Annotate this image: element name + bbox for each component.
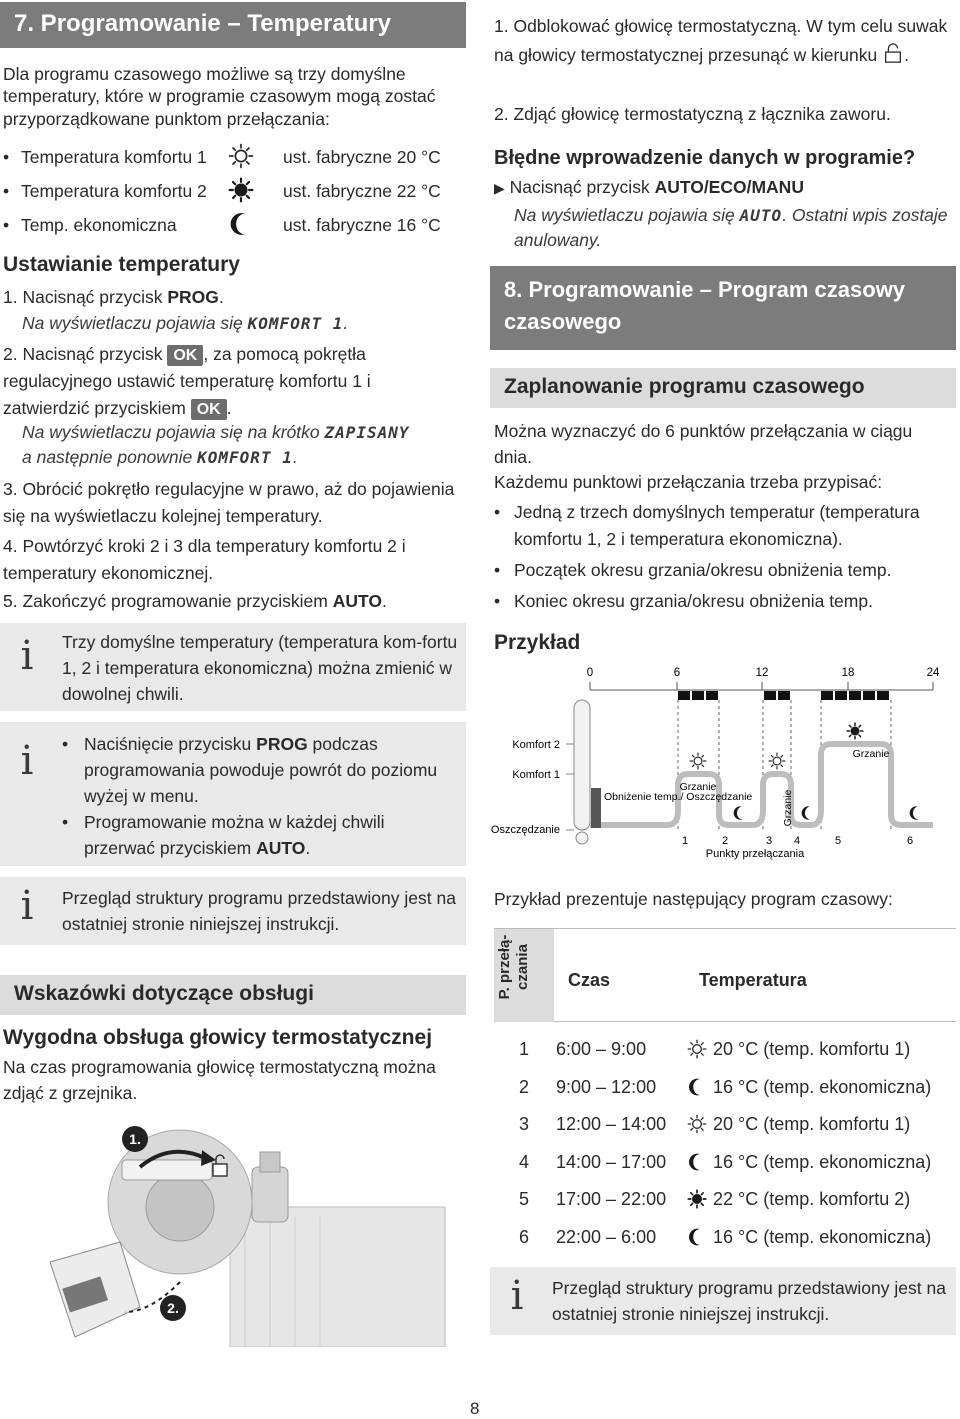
section-7-title: 7. Programowanie – Temperatury — [0, 2, 466, 48]
info-icon: i — [510, 1273, 524, 1319]
info-list — [54, 722, 466, 866]
sun-outline-icon — [228, 143, 254, 169]
info-icon: i — [20, 738, 34, 784]
temp-factory-value: ust. fabryczne 16 °C — [283, 215, 441, 235]
intro-text: Dla programu czasowego możliwe są trzy domyślne temperatury, które w programie czasowym mogą zostać przyporządkowane punktom przełączania: — [3, 64, 436, 129]
step-5: 5. Zakończyć programowanie przyciskiem AUTO. — [3, 591, 387, 611]
time-program-diagram — [490, 660, 956, 865]
step-3: 3. Obrócić pokrętło regulacyjne w prawo, aż do pojawienia się na wyświetlaczu kolejnej temperatury. — [3, 479, 455, 526]
temperature-list — [3, 146, 463, 248]
temp-label: Temperatura komfortu 1 — [21, 147, 207, 167]
plan-bullets — [494, 499, 949, 615]
comfort-text: Na czas programowania głowicę termostatyczną można zdjąć z grzejnika. — [3, 1057, 436, 1103]
unlock-icon — [882, 42, 904, 64]
level-label: Komfort 1 — [512, 769, 560, 781]
hour-label: 18 — [841, 667, 855, 679]
moon-icon — [734, 806, 743, 819]
figure-step-2-badge: 2. — [167, 1300, 179, 1316]
thermostat-removal-illustration — [30, 1112, 450, 1347]
figure-step-1-badge: 1. — [129, 1131, 141, 1147]
info-box-3 — [0, 877, 466, 945]
right-step-1: 1. Odblokować głowicę termostatyczną. W tym celu suwak na głowicy termostatycznej przesunąć w kierunku . — [494, 16, 948, 65]
temp-factory-value: ust. fabryczne 22 °C — [283, 181, 441, 201]
table-row: 4 14:00 – 17:00 16 °C (temp. ekonomiczna) — [519, 1151, 932, 1172]
level-label: Oszczędzanie — [490, 824, 560, 836]
point-number: 6 — [907, 835, 914, 847]
plan-heading: Zaplanowanie programu czasowego — [490, 368, 956, 408]
error-action: ▶ Nacisnąć przycisk AUTO/ECO/MANU — [494, 177, 804, 197]
step-2: 2. Nacisnąć przycisk OK , za pomocą pokrętła regulacyjnego ustawić temperaturę komfortu 1 i zatwierdzić przyciskiem OK . — [3, 344, 371, 418]
info-icon: i — [20, 883, 34, 929]
point-number: 1 — [682, 835, 689, 847]
temp-label: Temperatura komfortu 2 — [21, 181, 207, 201]
moon-icon — [687, 1227, 707, 1247]
info-text: Trzy domyślne temperatury (temperatura kom-fortu 1, 2 i temperatura ekonomiczna) można zmienić w dowolnej chwili. — [62, 632, 458, 704]
right-step-2: 2. Zdjąć głowicę termostatyczną z łącznika zaworu. — [494, 104, 891, 124]
plan-intro: Można wyznaczyć do 6 punktów przełączania w ciągu dnia. — [494, 421, 913, 467]
table-row: 5 17:00 – 22:00 22 °C (temp. komfortu 2) — [519, 1189, 911, 1210]
table-row: 6 22:00 – 6:00 16 °C (temp. ekonomiczna) — [519, 1226, 932, 1247]
sun-outline-icon — [687, 1114, 707, 1134]
moon-icon — [687, 1152, 707, 1172]
info-box-right — [490, 1267, 956, 1335]
section-8-title: 8. Programowanie – Program czasowy czasowego — [490, 266, 956, 350]
sun-filled-icon — [228, 177, 254, 203]
table-row: 3 12:00 – 14:00 20 °C (temp. komfortu 1) — [519, 1114, 911, 1135]
step-1-display: Na wyświetlaczu pojawia się KOMFORT 1. — [22, 313, 349, 333]
error-heading: Błędne wprowadzenie danych w programie? — [494, 147, 916, 169]
info-item: • Naciśnięcie przycisku PROG podczas programowania powoduje powrót do poziomu wyżej w menu. — [62, 731, 460, 809]
header-point: P. przełą-czania — [496, 934, 531, 1000]
point-number: 5 — [835, 835, 842, 847]
temp-factory-value: ust. fabryczne 20 °C — [283, 147, 441, 167]
level-label: Komfort 2 — [512, 739, 560, 751]
moon-icon — [802, 806, 811, 819]
moon-icon — [228, 211, 254, 237]
lowering-label: Obniżenie temp./ Oszczędzanie — [604, 791, 753, 803]
hour-label: 0 — [586, 667, 594, 679]
sun-outline-icon — [769, 753, 785, 769]
page-number: 8 — [470, 1399, 480, 1418]
temp-item-economy — [3, 214, 463, 248]
plan-each: Każdemu punktowi przełączania trzeba przypisać: — [494, 472, 883, 492]
ok-button: OK — [191, 399, 227, 420]
step-2-display: Na wyświetlaczu pojawia się na krótko ZAPISANY a następnie ponownie KOMFORT 1. — [22, 422, 410, 467]
info-box-1 — [0, 623, 466, 711]
heating-label: Grzanie — [679, 781, 717, 793]
hour-label: 12 — [755, 667, 769, 679]
info-text: Przegląd struktury programu przedstawiony jest na ostatniej stronie niniejszej instrukcji. — [552, 1278, 946, 1324]
points-caption: Punkty przełączania — [705, 848, 805, 860]
moon-icon — [910, 806, 919, 819]
info-icon: i — [20, 633, 34, 679]
hour-label: 6 — [673, 667, 681, 679]
temp-label: Temp. ekonomiczna — [21, 215, 177, 235]
table-header — [494, 928, 956, 1022]
comfort-heading: Wygodna obsługa głowicy termostatycznej — [3, 1026, 433, 1049]
table-row: 1 6:00 – 9:00 20 °C (temp. komfortu 1) — [519, 1039, 911, 1060]
header-time: Czas — [568, 970, 611, 990]
triangle-right-icon: ▶ — [494, 180, 505, 196]
header-temp: Temperatura — [699, 970, 807, 990]
moon-icon — [687, 1077, 707, 1097]
sun-filled-icon — [847, 723, 863, 739]
error-display: Na wyświetlaczu pojawia się AUTO. Ostatni wpis zostaje anulowany. — [514, 205, 948, 250]
set-temp-heading: Ustawianie temperatury — [3, 253, 240, 276]
list-item: • Koniec okresu grzania/okresu obniżenia temp. — [494, 588, 949, 615]
info-text: Przegląd struktury programu przedstawiony jest na ostatniej stronie niniejszej instrukcji. — [62, 888, 456, 934]
list-item: • Początek okresu grzania/okresu obniżenia temp. — [494, 557, 949, 584]
hints-heading: Wskazówki dotyczące obsługi — [0, 975, 466, 1015]
list-item: • Jedną z trzech domyślnych temperatur (temperatura komfortu 1, 2 i temperatura ekonomiczna). — [494, 499, 949, 553]
hour-label: 24 — [926, 667, 940, 679]
step-4: 4. Powtórzyć kroki 2 i 3 dla temperatury komfortu 2 i temperatury ekonomicznej. — [3, 536, 406, 583]
ok-button: OK — [167, 345, 203, 366]
heating-label: Grzanie — [782, 789, 794, 827]
step-1: 1. Nacisnąć przycisk PROG. — [3, 287, 224, 307]
example-heading: Przykład — [494, 631, 581, 654]
table-row: 2 9:00 – 12:00 16 °C (temp. ekonomiczna) — [519, 1076, 932, 1097]
example-text: Przykład prezentuje następujący program czasowy: — [494, 889, 893, 909]
point-number: 4 — [794, 835, 801, 847]
temp-item-comfort2 — [3, 180, 463, 214]
program-table — [494, 928, 956, 1256]
sun-outline-icon — [687, 1039, 707, 1059]
sun-filled-icon — [687, 1189, 707, 1209]
sun-outline-icon — [690, 753, 706, 769]
point-number: 2 — [722, 835, 729, 847]
table-body — [494, 1031, 956, 1256]
info-item: • Programowanie można w każdej chwili przerwać przyciskiem AUTO. — [62, 809, 460, 861]
info-box-2 — [0, 722, 466, 866]
heating-label: Grzanie — [852, 748, 890, 760]
point-number: 3 — [766, 835, 773, 847]
temp-item-comfort1 — [3, 146, 463, 180]
